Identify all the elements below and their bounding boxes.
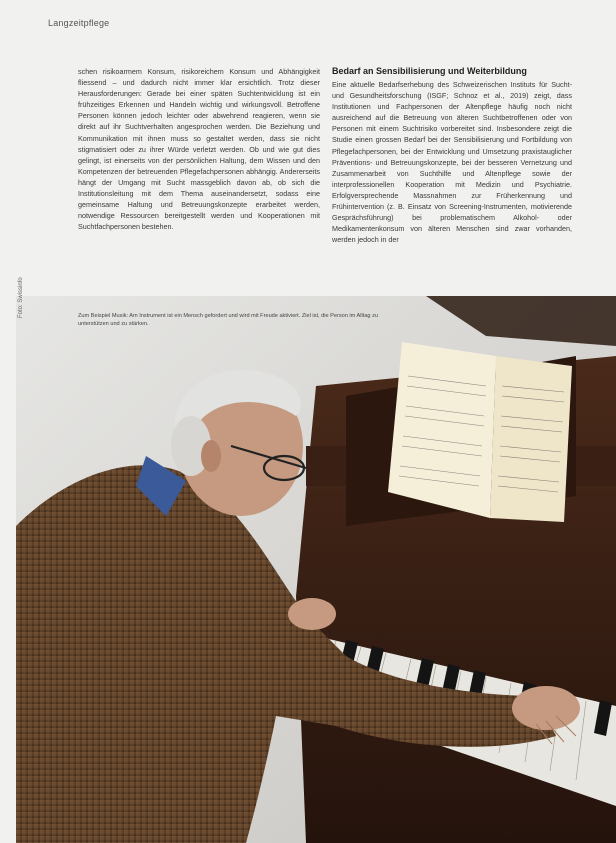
piano-player-illustration [16, 296, 616, 843]
sheet-music [388, 342, 572, 522]
photo-credit: Foto: Swissinfo [18, 277, 24, 318]
photo-caption [78, 312, 378, 328]
left-text-column [78, 66, 320, 232]
right-text-column [332, 66, 572, 245]
right-column-paragraph: Eine aktuelle Bedarfserhebung des Schweizerischen Instituts für Sucht- und Gesundheitsforschung (ISGF; Schnoz et al., 2019) zeigt, dass Institutionen und Fachpersonen der Altenpflege häufig noch nicht ausreichend auf die Betreuung von älteren Suchtbetroffenen oder von Personen mit einem Suchtrisiko vorbereitet sind. Insbesondere zeigt die Studie einen grossen Bedarf bei der Sensibilisierung und Fortbildung von Pflegefachpersonen, bei der Entwicklung und Umsetzung praxistauglicher Präventions- und Betreuungskonzepte, bei der besseren Vernetzung und Zusammenarbeit von Suchthilfe und Altenpflege sowie der interprofessionellen Kooperation mit Medizin und Psychiatrie. Erfolgversprechende Massnahmen zur Früherkennung und Frühintervention (z. B. Einsatz von Screening-Instrumenten, motivierende Gesprächsführung) bei problematischem Alkohol- oder Medikamentenkonsum von älteren Menschen sind zwar vorhanden, werden jedoch in der [332, 80, 572, 245]
caption-text: Zum Beispiel Musik: Am Instrument ist ein Mensch gefordert und wird mit Freude aktiviert. Ziel ist, die Person im Alltag zu unterstützen und zu stärken. [78, 313, 378, 327]
piano-photo [16, 296, 616, 843]
section-heading: Bedarf an Sensibilisierung und Weiterbildung [332, 66, 527, 76]
running-header: Langzeitpflege [48, 18, 110, 28]
left-column-paragraph: schen risikoarmem Konsum, risikoreichem Konsum und Abhängigkeit fliessend – und dadurch nicht immer klar ersichtlich. Trotz dieser Herausforderungen: Gerade bei einer späten Suchtentwicklung ist ein frühzeitiges Erkennen und Handeln wichtig und wirkungsvoll. Betroffene Personen können jedoch leichter oder abwehrend reagieren, wenn sie direkt auf ihr Suchtverhalten angesprochen werden. Die Beziehung und Kommunikation mit ihnen muss so gestaltet werden, dass sie nicht stigmatisiert oder zu ihrer Würde verletzt werden. Ob und wie gut dies gelingt, ist einerseits von der persönlichen Haltung, dem Wissen und den Kompetenzen der betreuenden Pflegefachpersonen abhängig. Andererseits hängt der Umgang mit Sucht massgeblich davon ab, ob sich die Institutionsleitung mit dem Thema auseinandersetzt, sodass eine gemeinsame Haltung und Betreuungskonzepte erarbeitet werden, notwendige Ressourcen bereitgestellt werden und Kooperationen mit Suchtfachpersonen bestehen. [78, 67, 320, 232]
